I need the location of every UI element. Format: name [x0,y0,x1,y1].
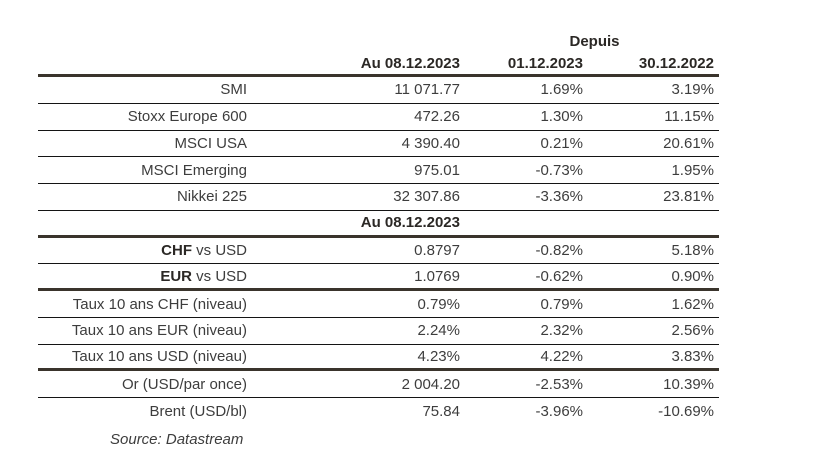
section-header-au-date: Au 08.12.2023 [360,214,460,232]
row-label-text: Taux 10 ans CHF (niveau) [72,295,247,313]
value-since-30-12: 23.81% [663,188,714,206]
value-since-30-12: 1.95% [671,161,714,179]
value-au-date: 1.0769 [414,267,460,285]
column-header-since-30-12: 30.12.2022 [638,54,714,72]
value-since-30-12: 5.18% [671,241,714,259]
column-header-au-date: Au 08.12.2023 [360,54,460,72]
value-au-date: 11 071.77 [394,81,460,99]
value-since-01-12: -2.53% [535,375,583,393]
row-label-text: vs USD [191,241,247,259]
value-au-date: 2 004.20 [401,375,460,393]
row-label-text: Stoxx Europe 600 [127,108,247,126]
value-since-01-12: -0.82% [535,241,583,259]
table-row-taux-chf [38,291,719,318]
value-since-30-12: -10.69% [658,403,714,421]
row-label [38,163,260,178]
value-au-date: 0.79% [417,295,460,313]
row-label-bold: CHF [161,241,192,259]
table-row-taux-usd [38,345,719,372]
value-since-01-12: 2.32% [540,322,583,340]
value-since-01-12: 0.21% [540,134,583,152]
row-label [38,297,260,312]
table-row-eur-usd [38,264,719,291]
value-au-date: 32 307.86 [393,188,460,206]
depuis-header-row [38,31,719,52]
value-since-01-12: -3.96% [535,403,583,421]
column-header-row [38,52,719,77]
table-row-chf-usd [38,238,719,265]
table-row-smi [38,77,719,104]
row-label [38,377,260,392]
value-au-date: 4.23% [417,348,460,366]
row-label [38,323,260,338]
row-label-text: Or (USD/par once) [121,375,247,393]
value-since-01-12: 1.30% [540,108,583,126]
value-since-30-12: 0.90% [671,267,714,285]
table-row-nikkei [38,184,719,211]
row-label-text: SMI [220,81,247,99]
value-au-date: 2.24% [417,322,460,340]
value-since-30-12: 3.83% [671,348,714,366]
row-label [38,349,260,364]
row-label-bold: EUR [160,267,192,285]
value-since-01-12: -0.62% [535,267,583,285]
value-since-30-12: 1.62% [671,295,714,313]
market-table [38,31,719,448]
value-since-01-12: 1.69% [540,81,583,99]
table-row-or [38,371,719,398]
row-label-text: Nikkei 225 [176,188,247,206]
row-label [38,269,260,284]
table-row-msci-emerging [38,157,719,184]
value-au-date: 4 390.40 [401,134,460,152]
value-since-01-12: -3.36% [535,188,583,206]
value-since-30-12: 20.61% [663,134,714,152]
row-label-text: MSCI Emerging [141,161,247,179]
row-label-text: Taux 10 ans EUR (niveau) [71,322,247,340]
row-label [38,136,260,151]
row-label [38,404,260,419]
value-au-date: 75.84 [422,403,460,421]
column-header-since-01-12: 01.12.2023 [507,54,583,72]
row-label [38,189,260,204]
value-since-01-12: 4.22% [540,348,583,366]
value-since-01-12: -0.73% [535,161,583,179]
row-label-text: vs USD [191,267,247,285]
row-label [38,109,260,124]
value-au-date: 0.8797 [414,241,460,259]
value-since-30-12: 3.19% [671,81,714,99]
value-au-date: 472.26 [414,108,460,126]
value-since-30-12: 2.56% [671,322,714,340]
value-au-date: 975.01 [414,161,460,179]
table-row-stoxx [38,104,719,131]
table-row-msci-usa [38,131,719,158]
row-label [38,82,260,97]
table-row-taux-eur [38,318,719,345]
row-label-text: Brent (USD/bl) [149,403,247,421]
value-since-01-12: 0.79% [540,295,583,313]
value-since-30-12: 11.15% [664,108,714,126]
source-note: Source: Datastream [110,430,244,448]
table-row-brent [38,398,719,425]
depuis-label: Depuis [569,33,620,50]
row-label [38,243,260,258]
row-label-text: MSCI USA [174,134,247,152]
value-since-30-12: 10.39% [663,375,714,393]
row-label-text: Taux 10 ans USD (niveau) [71,348,247,366]
section-header-row [38,211,719,238]
